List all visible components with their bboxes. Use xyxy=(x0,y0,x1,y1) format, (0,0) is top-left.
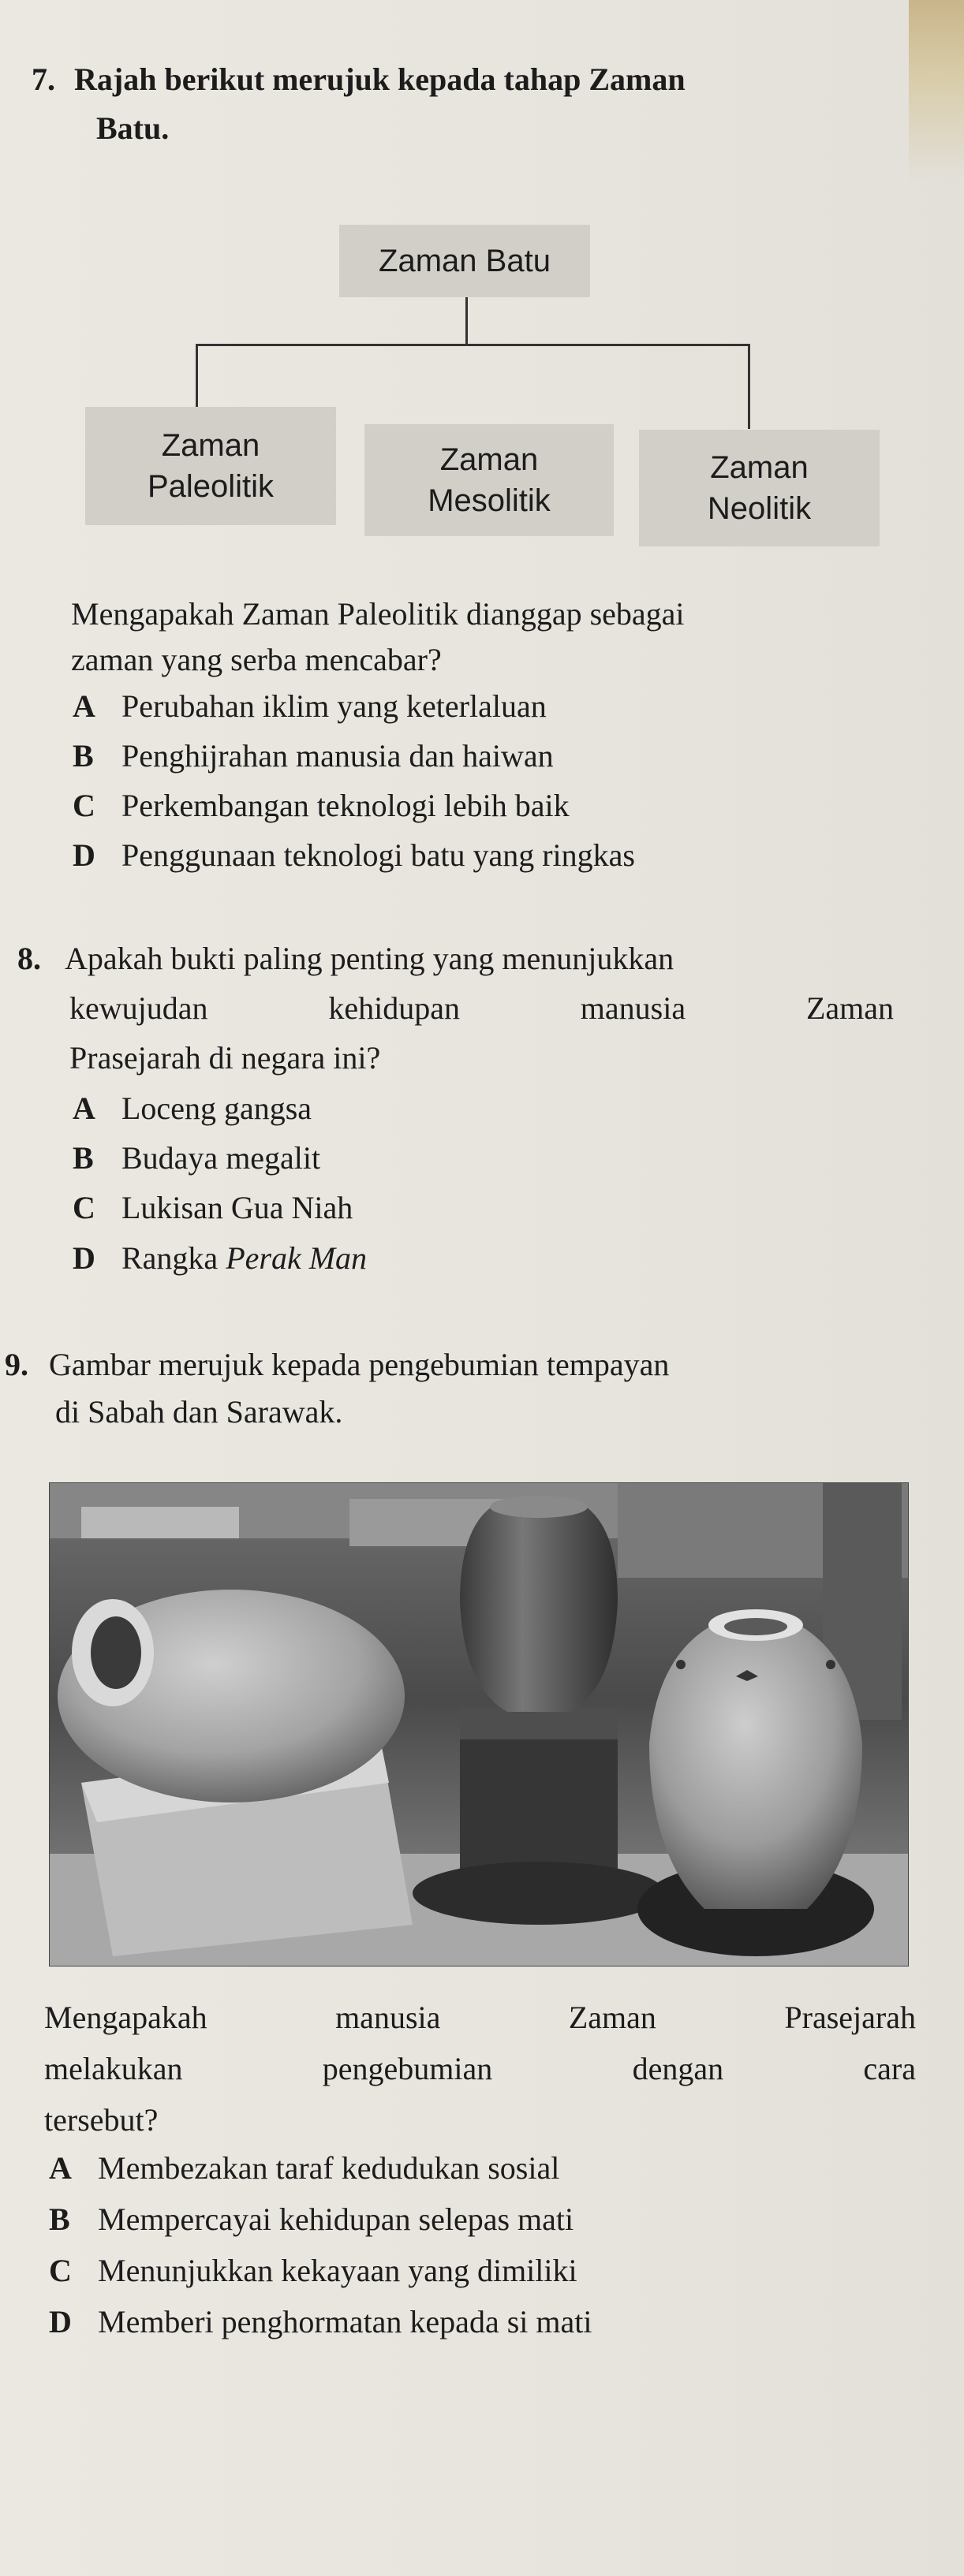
q7-option-b-text: Penghijrahan manusia dan haiwan xyxy=(121,738,554,774)
q9-option-a-letter: A xyxy=(49,2150,72,2186)
diagram-box-mesolitik-line2: Mesolitik xyxy=(428,483,551,518)
q8-option-d-text: Rangka xyxy=(121,1240,226,1276)
q8-option-d[interactable] xyxy=(73,1235,367,1282)
q7-option-a-letter: A xyxy=(73,688,95,724)
q9-option-d[interactable] xyxy=(49,2298,592,2346)
diagram-box-neolitik-line1: Zaman xyxy=(710,450,809,485)
q7-question-line2: zaman yang serba mencabar? xyxy=(71,642,442,677)
q7-option-a[interactable] xyxy=(73,683,547,730)
q8-option-c-text: Lukisan Gua Niah xyxy=(121,1190,353,1225)
q9-option-d-letter: D xyxy=(49,2304,72,2339)
diagram-box-paleolitik xyxy=(85,407,336,525)
q9-line1 xyxy=(5,1340,943,1389)
q7-question-line1: Mengapakah Zaman Paleolitik dianggap sebagai xyxy=(71,596,685,632)
page-corner-tab xyxy=(909,0,964,181)
q7-option-b[interactable] xyxy=(73,733,554,780)
q9-line2: di Sabah dan Sarawak. xyxy=(55,1394,343,1430)
q9-number: 9. xyxy=(5,1347,28,1382)
q9-option-a-text: Membezakan taraf kedudukan sosial xyxy=(98,2150,560,2186)
diagram-box-neolitik-line2: Neolitik xyxy=(707,491,812,526)
q8-option-b-letter: B xyxy=(73,1140,94,1176)
q9-question-line2: melakukan pengebumian dengan cara xyxy=(44,2051,916,2086)
q8-line2: kewujudan kehidupan manusia Zaman xyxy=(69,990,894,1026)
q8-option-b-text: Budaya megalit xyxy=(121,1140,321,1176)
q9-option-d-text: Memberi penghormatan kepada si mati xyxy=(98,2304,592,2339)
q8-option-a[interactable] xyxy=(73,1085,312,1132)
diagram-box-mesolitik xyxy=(364,424,614,536)
q7-option-b-letter: B xyxy=(73,738,94,774)
diagram-box-mesolitik-line1: Zaman xyxy=(439,442,539,477)
q9-line1-text: Gambar merujuk kepada pengebumian tempayan xyxy=(49,1347,670,1382)
q8-option-d-italic: Perak Man xyxy=(226,1240,368,1276)
q8-option-c[interactable] xyxy=(73,1184,353,1232)
q8-line1-text: Apakah bukti paling penting yang menunjukkan xyxy=(65,941,674,976)
q9-option-c[interactable] xyxy=(49,2247,577,2295)
q9-option-c-letter: C xyxy=(49,2253,72,2288)
q9-option-b[interactable] xyxy=(49,2196,574,2243)
q7-option-d-text: Penggunaan teknologi batu yang ringkas xyxy=(121,837,635,873)
diagram-connector-right xyxy=(748,344,750,429)
diagram-box-paleolitik-line2: Paleolitik xyxy=(147,469,275,504)
q7-intro-line2: Batu. xyxy=(96,110,170,146)
q7-option-d-letter: D xyxy=(73,837,95,873)
diagram-connector-left xyxy=(196,344,198,407)
q9-option-a[interactable] xyxy=(49,2145,559,2192)
diagram-box-paleolitik-line1: Zaman xyxy=(161,428,260,463)
q9-question-line3: tersebut? xyxy=(44,2102,159,2138)
q8-number: 8. xyxy=(17,941,41,976)
diagram-connector-horizontal xyxy=(196,344,749,346)
q8-line1 xyxy=(17,934,925,983)
q9-option-b-text: Mempercayai kehidupan selepas mati xyxy=(98,2201,574,2237)
q7-intro-line1: Rajah berikut merujuk kepada tahap Zaman xyxy=(74,62,686,97)
q7-intro xyxy=(32,57,915,103)
q8-option-d-letter: D xyxy=(73,1240,95,1276)
q8-line3: Prasejarah di negara ini? xyxy=(69,1040,381,1076)
q8-option-a-letter: A xyxy=(73,1090,95,1126)
diagram-box-neolitik xyxy=(639,430,880,546)
jar-burial-photo xyxy=(49,1482,909,1966)
diagram-root-box xyxy=(339,225,590,297)
q7-option-c[interactable] xyxy=(73,782,570,829)
q8-option-a-text: Loceng gangsa xyxy=(121,1090,312,1126)
q9-question-line1: Mengapakah manusia Zaman Prasejarah xyxy=(44,2000,916,2035)
diagram-root-label: Zaman Batu xyxy=(379,244,551,278)
q7-number: 7. xyxy=(32,62,55,97)
q7-option-c-text: Perkembangan teknologi lebih baik xyxy=(121,788,570,823)
q7-option-c-letter: C xyxy=(73,788,95,823)
q8-option-c-letter: C xyxy=(73,1190,95,1225)
diagram-connector-root xyxy=(465,297,468,346)
q7-option-a-text: Perubahan iklim yang keterlaluan xyxy=(121,688,547,724)
q7-option-d[interactable] xyxy=(73,832,635,879)
q9-option-c-text: Menunjukkan kekayaan yang dimiliki xyxy=(98,2253,577,2288)
q9-option-b-letter: B xyxy=(49,2201,70,2237)
q8-option-b[interactable] xyxy=(73,1135,320,1182)
